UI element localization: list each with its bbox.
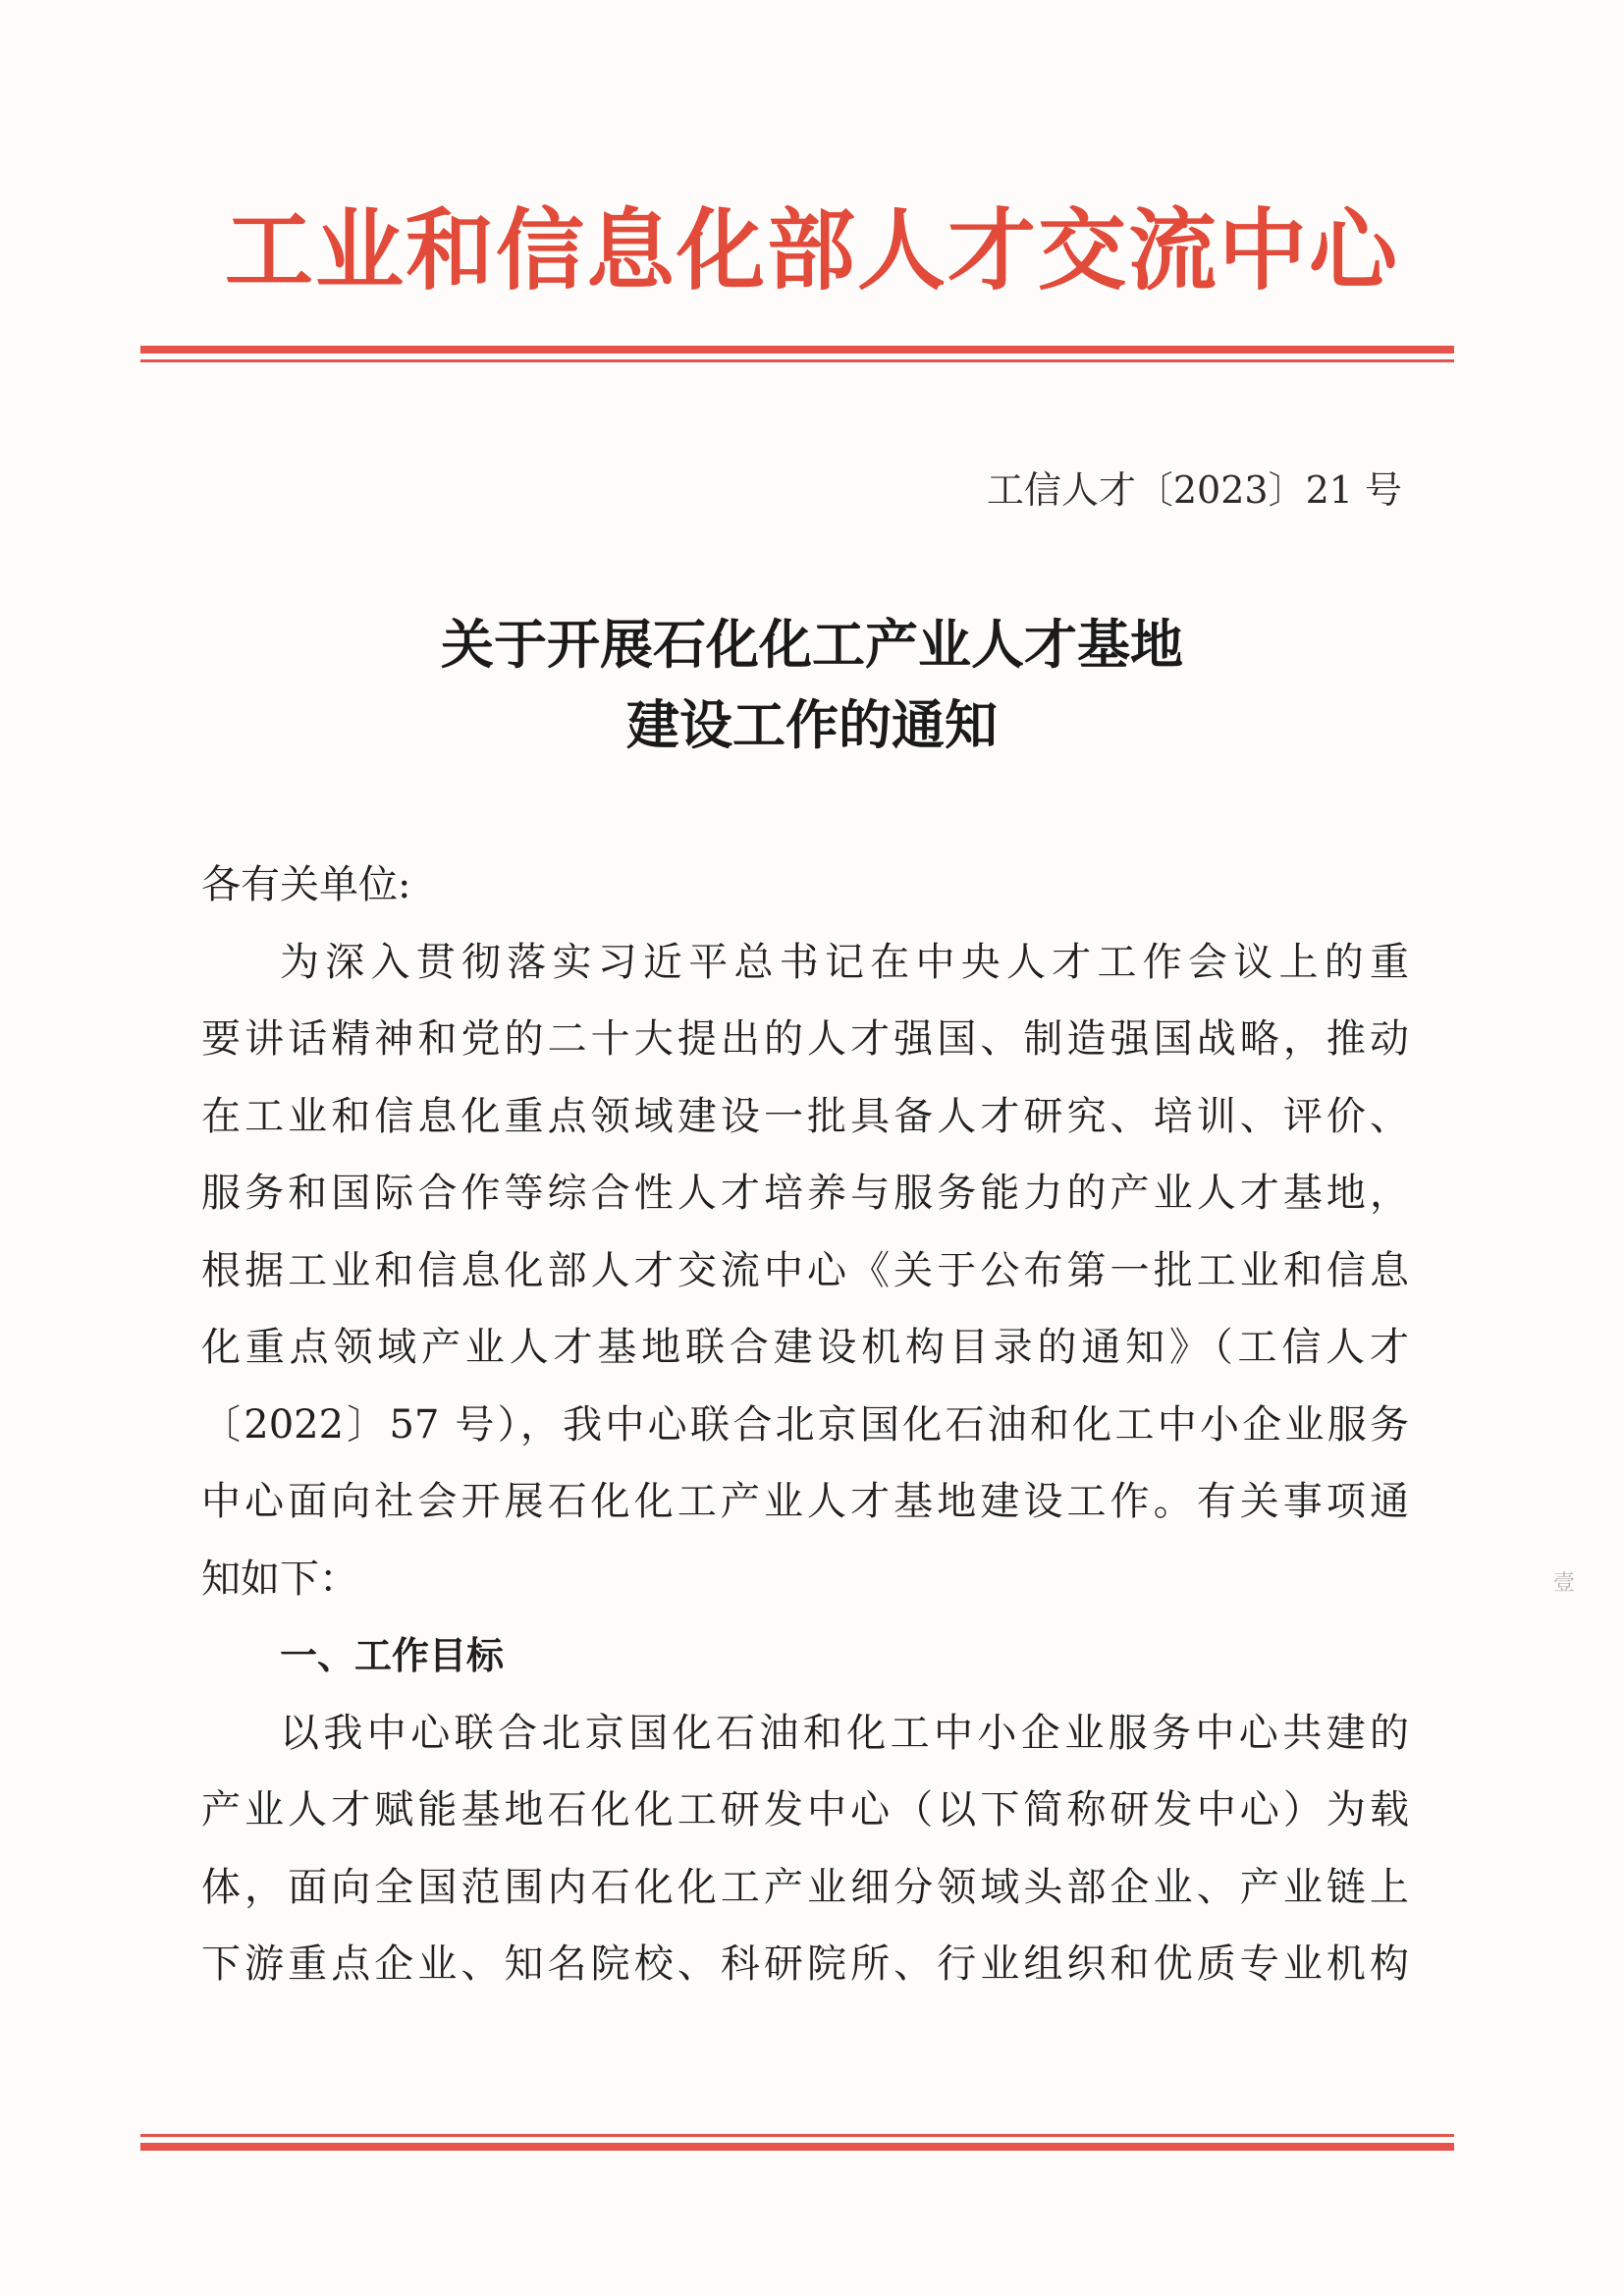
paragraph-line: 化重点领域产业人才基地联合建设机构目录的通知》（工信人才	[201, 1325, 1409, 1370]
paragraph-line: 知如下：	[201, 1556, 358, 1602]
paragraph-line: 为深入贯彻落实习近平总书记在中央人才工作会议上的重	[280, 939, 1409, 985]
document-body	[201, 847, 1409, 2003]
red-rule-thin	[140, 359, 1454, 362]
paragraph-line: 产业人才赋能基地石化化工研发中心（以下简称研发中心）为载	[201, 1787, 1409, 1832]
title-line-1: 关于开展石化化工产业人才基地	[441, 613, 1183, 676]
paragraph-line: 〔2022〕57 号），我中心联合北京国化石油和化工中小企业服务	[201, 1401, 1409, 1448]
letterhead-red-rule	[140, 346, 1454, 362]
document-number: 工信人才〔2023〕21 号	[986, 468, 1402, 512]
paragraph-line: 要讲话精神和党的二十大提出的人才强国、制造强国战略，推动	[201, 1016, 1409, 1062]
section-heading: 一、工作目标	[280, 1634, 505, 1677]
paragraph-line: 体，面向全国范围内石化化工产业细分领域头部企业、产业链上	[201, 1864, 1409, 1910]
paragraph-line: 中心面向社会开展石化化工产业人才基地建设工作。有关事项通	[201, 1479, 1409, 1524]
paragraph-line: 在工业和信息化重点领域建设一批具备人才研究、培训、评价、	[201, 1093, 1409, 1139]
paragraph-line: 以我中心联合北京国化石油和化工中小企业服务中心共建的	[280, 1710, 1409, 1756]
letterhead-org-name: 工业和信息化部人才交流中心	[225, 198, 1399, 302]
red-rule-thick	[140, 346, 1454, 354]
paragraph-line: 服务和国际合作等综合性人才培养与服务能力的产业人才基地，	[201, 1171, 1409, 1216]
red-rule-thin	[140, 2134, 1454, 2137]
title-line-2: 建设工作的通知	[626, 693, 998, 756]
paragraph-line: 下游重点企业、知名院校、科研院所、行业组织和优质专业机构	[201, 1941, 1409, 1987]
salutation: 各有关单位:	[201, 862, 411, 907]
paragraph-section-1	[201, 1695, 1409, 2003]
document-title	[0, 604, 1624, 765]
margin-seal-mark: 壹	[1553, 1571, 1576, 1596]
paragraph-line: 根据工业和信息化部人才交流中心《关于公布第一批工业和信息	[201, 1247, 1409, 1293]
footer-red-rule	[140, 2134, 1454, 2151]
red-rule-thick	[140, 2143, 1454, 2151]
paragraph-intro	[201, 924, 1409, 1618]
